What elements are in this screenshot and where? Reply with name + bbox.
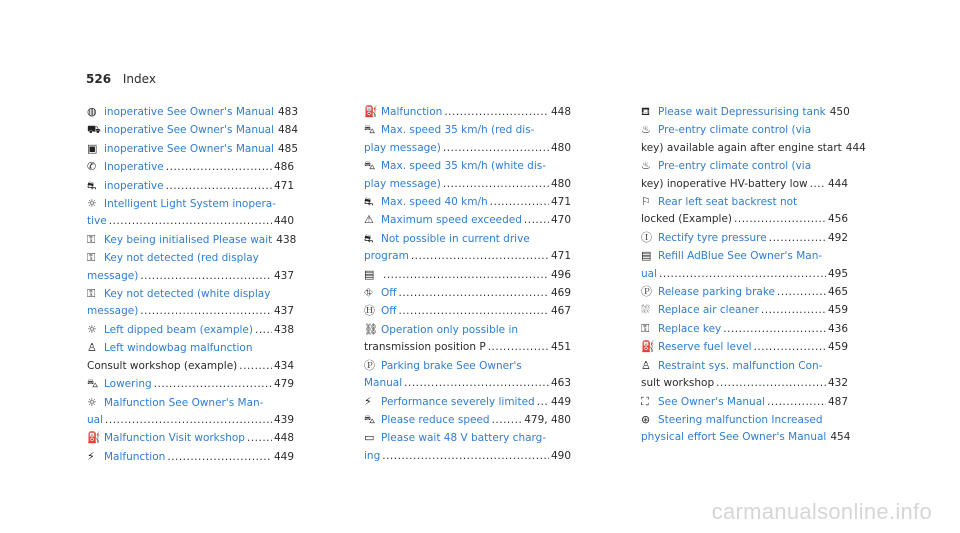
warning-symbol-icon: ✆ [87,160,97,174]
index-entry-line [87,339,294,357]
index-entry-link[interactable]: Rear left seat backrest not [658,196,798,209]
page-reference: 444 [827,177,848,190]
index-entry-line [641,247,848,265]
warning-symbol-icon: ☼ [87,197,97,211]
leader-dots [444,104,549,121]
index-entry-line [87,412,294,429]
index-entry-link[interactable]: Malfunction [381,106,443,118]
index-entry-line [87,394,294,412]
index-entry-link[interactable]: program [364,250,409,263]
page-reference: 496 [550,268,571,281]
index-entry-line [87,375,294,393]
index-entry-link[interactable]: Please wait 48 V battery charg- [381,432,547,445]
index-entry-line [641,176,848,193]
index-entry [87,448,294,466]
index-entry-text: Consult workshop (example) [87,359,238,372]
page-reference: 451 [550,341,571,354]
index-entry-link[interactable]: Max. speed 40 km/h [381,196,488,209]
leader-dots [490,194,549,211]
leader-dots [761,302,826,319]
index-entry [87,177,294,195]
index-entry-line [364,357,571,375]
page-reference: 471 [273,179,294,192]
index-entry-link[interactable]: inoperative [104,179,164,192]
page-reference: 479 [273,378,294,391]
page-reference: 485 [277,142,299,155]
index-entry [87,429,294,447]
warning-symbol-icon: ♨ [641,159,651,173]
index-entry-link[interactable]: Inoperative [104,161,164,174]
index-entry-line [364,448,571,465]
leader-dots [382,448,549,465]
index-entry-line [364,157,571,175]
index-entry [641,229,848,247]
page-reference: 487 [827,395,848,408]
leader-dots [109,213,272,230]
index-entry-link[interactable]: Lowering [104,378,152,391]
page-reference: 484 [277,124,299,137]
index-entry-line [87,268,294,285]
index-entry [364,230,571,266]
warning-symbol-icon: ⛍ [364,159,376,173]
index-entry [641,411,851,447]
warning-symbol-icon: ⚡ [364,394,372,408]
warning-symbol-icon: ▭ [364,431,375,445]
index-entry-link[interactable]: ing [364,449,381,462]
warning-symbol-icon: ⛽ [87,431,101,445]
index-entry-link[interactable]: inoperative See Owner's Manual [104,124,274,137]
index-entry [87,140,299,158]
page-reference: 470 [550,214,571,227]
warning-symbol-icon: ⚿ [87,251,96,265]
warning-symbol-icon: ⛐ [364,195,374,209]
index-entry-link[interactable]: inoperative See Owner's Manual [104,142,274,155]
index-entry-line [641,429,851,446]
page-reference: 467 [550,305,571,318]
page-reference: 479, 480 [524,413,571,426]
index-entry-link[interactable]: Parking brake See Owner's [381,359,522,372]
index-entry-link[interactable]: Max. speed 35 km/h (white dis- [381,160,546,173]
index-entry [87,195,294,231]
index-entry-line [364,266,571,284]
warning-symbol-icon: ▣ [87,141,98,155]
page-reference: 490 [550,449,571,462]
warning-symbol-icon: ⊛ [641,412,651,426]
warning-symbol-icon: ♙ [641,358,651,372]
index-entry-link[interactable]: Max. speed 35 km/h (red dis- [381,124,535,137]
warning-symbol-icon: ⛐ [87,178,97,192]
page-reference: 456 [827,213,848,226]
leader-dots [537,394,549,411]
page-reference: 463 [550,377,571,390]
index-entry-link[interactable]: Off [381,287,397,300]
page-reference: 495 [827,267,848,280]
index-entry-link[interactable]: Pre-entry climate control (via [658,160,812,173]
index-entry-link[interactable]: Pre-entry climate control (via [658,124,812,137]
index-entry [641,193,848,229]
index-entry-line [364,375,571,392]
page-reference: 437 [273,269,294,282]
warning-symbol-icon: ⛓ [364,322,378,336]
index-entry-link[interactable]: Operation only possible in [381,323,519,336]
index-entry-link[interactable]: message) [87,305,139,318]
page-reference: 434 [273,359,294,372]
index-entry-link[interactable]: Key not detected (red display [104,252,259,265]
index-entry-link[interactable]: Key not detected (white display [104,288,271,301]
index-entry [87,103,299,121]
leader-dots [777,284,826,301]
index-entry [87,121,299,139]
warning-symbol-icon: ▤ [641,249,652,263]
index-entry-line [364,302,571,320]
index-entry-link[interactable]: Rectify tyre pressure [658,231,767,244]
index-entry-text: key) inoperative HV-battery low [641,177,808,190]
index-entry [364,193,571,211]
index-entry-line [641,393,848,411]
index-entry-line [87,285,294,303]
index-entry-line [641,338,848,356]
leader-dots [154,376,272,393]
warning-symbol-icon: ⛐ [364,231,374,245]
warning-symbol-icon: ⛍ [364,123,376,137]
leader-dots [411,248,549,265]
index-entry [364,284,571,302]
index-entry-link[interactable]: Malfunction Visit workshop [104,432,245,445]
page-reference: 480 [550,141,571,154]
index-column-1 [87,103,299,466]
leader-dots [105,412,272,429]
warning-symbol-icon: ⛟ [87,123,101,137]
index-entry-link[interactable]: Please wait Depressurising tank [658,106,826,118]
index-entry [364,266,571,284]
leader-dots [492,412,523,429]
page-reference: 471 [550,196,571,209]
index-entry-line [87,103,299,121]
index-entry [364,302,571,320]
index-entry [641,301,848,319]
page-reference: 483 [277,106,299,118]
leader-dots [404,375,549,392]
index-entry [641,121,866,157]
index-entry [87,249,294,285]
index-entry-line [641,211,848,228]
index-entry-link[interactable]: Reserve fuel level [658,341,752,354]
index-entry [364,411,571,429]
index-entry-link[interactable]: Refill AdBlue See Owner's Man- [658,250,823,263]
index-entry-line [87,158,294,176]
index-entry [364,103,571,121]
warning-symbol-icon: ⛽ [641,340,655,354]
index-entry-line [641,103,848,121]
warning-symbol-icon: ☼ [87,322,97,336]
leader-dots [239,358,272,375]
page-reference: 486 [273,161,294,174]
index-entry [364,429,571,465]
index-entry [364,321,571,357]
leader-dots [255,322,272,339]
index-entry-line [641,283,848,301]
index-entry-link[interactable]: Restraint sys. malfunction Con- [658,359,823,372]
warning-symbol-icon: ♙ [87,341,97,355]
index-entry-link[interactable]: physical effort See Owner's Manual [641,431,827,444]
index-entry-text: key) available again after engine start [641,141,842,154]
index-entry-line [364,230,571,248]
index-entry-line [641,301,848,319]
index-entry-link[interactable]: Maximum speed exceeded [381,214,522,227]
index-entry-line [641,121,848,139]
index-entry [641,247,848,283]
page-reference: 448 [273,432,294,445]
index-entry [87,285,294,321]
index-entry-link[interactable]: Key being initialised Please wait [104,233,273,246]
index-entry-link[interactable]: Malfunction See Owner's Man- [104,396,264,409]
index-entry-link[interactable]: Replace key [658,322,722,335]
leader-dots [723,321,826,338]
warning-symbol-icon: Ⓟ [364,358,375,372]
index-entry-line [364,429,571,447]
index-entry-line [364,140,571,157]
warning-symbol-icon: ◍ [87,105,97,118]
index-entry-text: sult workshop [641,377,715,390]
leader-dots [488,339,549,356]
warning-symbol-icon: ▤ [364,267,375,281]
page-reference: 437 [273,305,294,318]
leader-dots [140,303,272,320]
index-entry-link[interactable]: Please reduce speed [381,413,490,426]
index-entry [364,357,571,393]
index-entry-line [641,157,848,175]
index-entry-line [87,177,294,195]
leader-dots [167,449,272,466]
index-entry [87,339,294,375]
page-reference: 432 [827,377,848,390]
index-entry [87,231,297,249]
page-reference: 449 [273,450,294,463]
index-column-2 [364,103,571,465]
index-entry [364,121,571,157]
index-entry-link[interactable]: Steering malfunction Increased [658,413,823,426]
index-entry-link[interactable]: See Owner's Manual [658,395,766,408]
index-entry-line [364,103,571,121]
index-entry [641,157,848,193]
leader-dots [166,178,272,195]
index-entry-line [87,213,294,230]
index-entry-link[interactable]: Intelligent Light System inopera- [104,198,277,211]
index-entry-line [364,211,571,229]
index-entry [641,103,848,121]
index-entry-line [87,429,294,447]
page-reference: 465 [827,286,848,299]
page-reference: 459 [827,304,848,317]
index-entry [364,211,571,229]
warning-symbol-icon: ☼ [87,395,97,409]
index-entry [87,321,294,339]
index-entry-line [364,176,571,193]
index-entry-line [87,358,294,375]
page-reference: 438 [276,233,297,246]
index-entry [87,394,294,430]
warning-symbol-icon: ⛍ [364,412,376,426]
index-entry-link[interactable]: Release parking brake [658,286,776,299]
index-entry-link[interactable]: Malfunction [104,450,166,463]
leader-dots [399,303,549,320]
index-entry [641,357,848,393]
page-reference: 440 [273,215,294,228]
index-entry-link[interactable]: Left dipped beam (example) [104,323,253,336]
page-reference: 439 [273,413,294,426]
warning-symbol-icon: Ⓗ [364,304,375,318]
index-entry [641,393,848,411]
page-reference: 450 [829,106,850,118]
index-entry-line [87,231,297,249]
warning-symbol-icon: ⛽ [364,105,378,118]
index-entry-line [641,411,848,429]
index-entry-link[interactable]: inoperative See Owner's Manual [104,106,274,118]
index-entry-line [87,140,299,158]
index-entry-line [364,193,571,211]
index-entry-line [364,411,571,429]
index-entry-line [641,193,848,211]
index-entry-line [641,357,848,375]
index-entry-link[interactable]: ual [87,413,104,426]
index-entry-link[interactable]: ual [641,267,658,280]
index-entry-link[interactable]: Performance severely limited [381,395,535,408]
warning-symbol-icon: ⚠ [364,213,374,227]
leader-dots [754,339,826,356]
index-entry [364,393,571,411]
leader-dots [716,375,826,392]
warning-symbol-icon: ⛍ [87,377,99,391]
index-entry-line [364,284,571,302]
warning-symbol-icon: ⛆ [641,303,650,317]
leader-dots [166,159,272,176]
leader-dots [443,140,549,157]
index-entry-link[interactable]: play message) [364,177,441,190]
leader-dots [769,230,826,247]
index-entry-line [641,375,848,392]
index-entry-line [364,339,571,356]
index-entry-line [641,266,848,283]
index-entry-link[interactable]: Left windowbag malfunction [104,342,253,355]
index-entry-link[interactable]: Replace air cleaner [658,304,759,317]
index-entry-line [364,393,571,411]
leader-dots [734,211,826,228]
warning-symbol-icon: ⚡ [87,449,95,463]
index-entry-link[interactable]: tive [87,215,107,228]
page-reference: 469 [550,287,571,300]
page-reference: 492 [827,231,848,244]
watermark: carmanualsonline.info [711,499,932,524]
index-column-3 [641,103,866,447]
page-reference: 444 [845,141,866,154]
index-entry-line [364,248,571,265]
page-number: 526 [86,72,112,86]
index-entry [641,320,848,338]
index-entry-line [641,229,848,247]
page-reference: 438 [273,323,294,336]
leader-dots [247,430,272,447]
index-entry [641,338,848,356]
page-reference: 436 [827,322,848,335]
page-reference: 454 [830,431,851,444]
index-entry-line [87,195,294,213]
warning-symbol-icon: ⛶ [641,394,649,408]
warning-symbol-icon: ♨ [641,123,651,137]
leader-dots [659,266,826,283]
leader-dots [443,176,549,193]
index-entry-link[interactable]: Off [381,305,397,318]
index-entry-link[interactable]: Not possible in current drive [381,232,530,245]
index-entry [87,158,294,176]
index-entry [641,283,848,301]
warning-symbol-icon: Ⓟ [641,285,652,299]
index-entry-line [641,320,848,338]
index-entry-link[interactable]: play message) [364,141,441,154]
index-entry-line [87,121,299,139]
leader-dots [767,394,826,411]
leader-dots [810,176,826,193]
index-entry-line [364,121,571,139]
warning-symbol-icon: ⚿ [87,287,96,301]
index-entry-line [641,140,866,157]
index-entry-link[interactable]: message) [87,269,139,282]
page-reference: 448 [550,106,571,118]
index-entry [364,157,571,193]
index-entry-link[interactable]: Manual [364,377,403,390]
section-title: Index [122,72,156,86]
warning-symbol-icon: ⛾ [641,105,650,118]
page-header [86,72,156,86]
warning-symbol-icon: ⚐ [641,195,651,209]
index-entry-text: transmission position P [364,341,486,354]
warning-symbol-icon: Ⓘ [641,230,652,244]
warning-symbol-icon: ⚿ [641,321,650,335]
index-entry-line [364,321,571,339]
index-entry-line [87,249,294,267]
index-entry-line [87,448,294,466]
page-reference: 449 [550,395,571,408]
page-reference: 471 [550,250,571,263]
index-entry-text: locked (Example) [641,213,733,226]
leader-dots [383,267,549,284]
leader-dots [524,212,549,229]
index-entry-line [87,303,294,320]
warning-symbol-icon: ⛗ [364,286,373,300]
leader-dots [140,268,272,285]
index-entry [87,375,294,393]
leader-dots [399,285,549,302]
page-reference: 480 [550,177,571,190]
warning-symbol-icon: ⚿ [87,232,96,246]
page-reference: 459 [827,341,848,354]
index-entry-line [87,321,294,339]
